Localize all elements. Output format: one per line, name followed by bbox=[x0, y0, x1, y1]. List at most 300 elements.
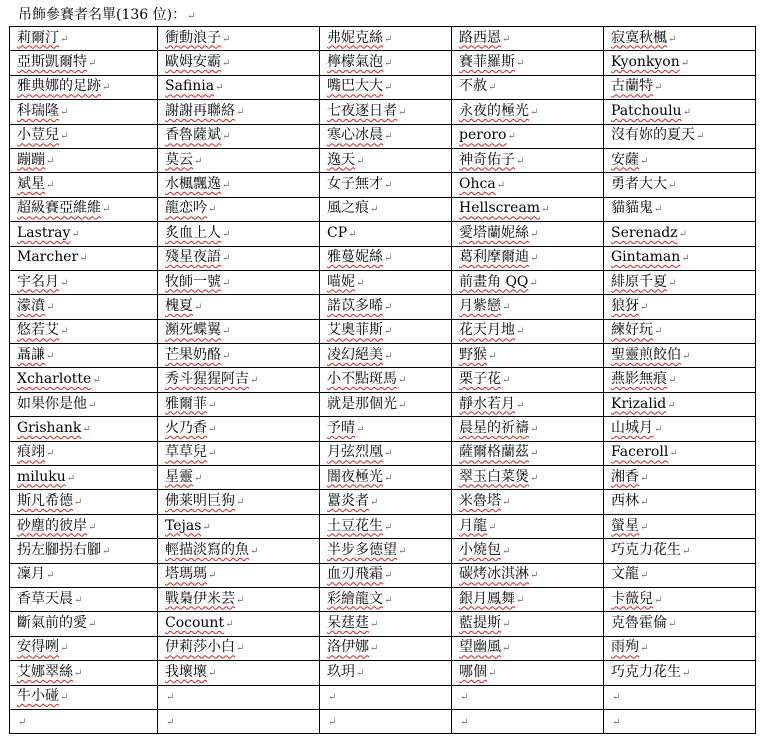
table-cell[interactable] bbox=[320, 466, 452, 490]
table-cell[interactable] bbox=[158, 709, 320, 733]
table-cell[interactable] bbox=[320, 246, 452, 270]
table-cell[interactable] bbox=[320, 270, 452, 294]
table-cell[interactable] bbox=[10, 612, 158, 636]
participant-name: 葛利摩爾迪 bbox=[459, 249, 529, 266]
table-cell[interactable] bbox=[604, 539, 756, 563]
cell-end-mark-icon: ↵ bbox=[654, 82, 663, 94]
table-cell[interactable] bbox=[320, 392, 452, 416]
cell-end-mark-icon: ↵ bbox=[60, 106, 69, 118]
participant-name: peroro bbox=[459, 127, 507, 144]
cell-end-mark-icon: ↵ bbox=[654, 594, 663, 606]
table-cell[interactable] bbox=[158, 124, 320, 148]
table-cell[interactable] bbox=[604, 295, 756, 319]
table-cell[interactable] bbox=[158, 392, 320, 416]
participant-name: 我壞壞 bbox=[165, 663, 207, 680]
table-cell[interactable] bbox=[10, 270, 158, 294]
table-cell[interactable] bbox=[10, 148, 158, 172]
table-cell[interactable] bbox=[452, 563, 604, 587]
table-cell[interactable] bbox=[452, 661, 604, 685]
participant-name: 燕影無痕 bbox=[611, 371, 667, 388]
table-cell[interactable] bbox=[452, 685, 604, 709]
table-cell[interactable] bbox=[320, 490, 452, 514]
table-cell[interactable] bbox=[604, 197, 756, 221]
cell-end-mark-icon: ↵ bbox=[60, 643, 69, 655]
table-cell[interactable] bbox=[10, 661, 158, 685]
cell-end-mark-icon: ↵ bbox=[328, 716, 337, 728]
table-cell[interactable] bbox=[452, 124, 604, 148]
cell-end-mark-icon: ↵ bbox=[516, 58, 525, 70]
cell-end-mark-icon: ↵ bbox=[222, 277, 231, 289]
table-cell[interactable] bbox=[158, 344, 320, 368]
participant-name: 洛伊娜 bbox=[327, 639, 369, 656]
table-cell[interactable] bbox=[452, 75, 604, 99]
participant-name: 翠玉白菜煲 bbox=[459, 468, 529, 485]
table-cell[interactable] bbox=[10, 222, 158, 246]
cell-end-mark-icon: ↵ bbox=[682, 350, 691, 362]
table-cell[interactable] bbox=[158, 51, 320, 75]
participant-name: Gintaman bbox=[611, 249, 681, 266]
cell-end-mark-icon: ↵ bbox=[530, 423, 539, 435]
cell-end-mark-icon: ↵ bbox=[194, 155, 203, 167]
cell-end-mark-icon: ↵ bbox=[215, 82, 224, 94]
participant-name: 永夜的極光 bbox=[459, 102, 529, 119]
participant-name: 香草天晨 bbox=[17, 590, 73, 607]
table-cell[interactable] bbox=[320, 222, 452, 246]
participant-name: 超級賽亞維維 bbox=[17, 200, 101, 217]
table-cell[interactable] bbox=[604, 75, 756, 99]
table-cell[interactable] bbox=[10, 587, 158, 611]
table-cell[interactable] bbox=[320, 368, 452, 392]
cell-end-mark-icon: ↵ bbox=[384, 350, 393, 362]
table-cell[interactable] bbox=[452, 344, 604, 368]
table-cell[interactable] bbox=[158, 539, 320, 563]
cell-end-mark-icon: ↵ bbox=[384, 301, 393, 313]
table-cell[interactable] bbox=[10, 173, 158, 197]
participant-name: 炙血上人 bbox=[165, 224, 221, 241]
cell-end-mark-icon: ↵ bbox=[516, 594, 525, 606]
participant-name: 螢星 bbox=[611, 517, 639, 534]
participant-name: 小燒包 bbox=[459, 541, 501, 558]
participant-name: 草草兒 bbox=[165, 444, 207, 461]
cell-end-mark-icon: ↵ bbox=[640, 497, 649, 509]
table-cell[interactable] bbox=[158, 222, 320, 246]
table-row bbox=[10, 295, 756, 319]
table-cell[interactable] bbox=[604, 319, 756, 343]
participant-name: 諾苡多晞 bbox=[327, 297, 383, 314]
table-cell[interactable] bbox=[10, 685, 158, 709]
participant-name: 龍恋吟 bbox=[165, 200, 207, 217]
table-row bbox=[10, 661, 756, 685]
participant-name: 逸天 bbox=[327, 151, 355, 168]
participant-name: 水楓飄逸 bbox=[165, 176, 221, 193]
participant-name: 血刃飛霜 bbox=[327, 566, 383, 583]
table-cell[interactable] bbox=[10, 466, 158, 490]
table-cell[interactable] bbox=[452, 514, 604, 538]
table-cell[interactable] bbox=[158, 563, 320, 587]
table-cell[interactable] bbox=[158, 417, 320, 441]
cell-end-mark-icon: ↵ bbox=[60, 692, 69, 704]
cell-end-mark-icon: ↵ bbox=[640, 301, 649, 313]
table-cell[interactable] bbox=[452, 27, 604, 51]
cell-end-mark-icon: ↵ bbox=[370, 497, 379, 509]
table-cell[interactable] bbox=[604, 685, 756, 709]
table-cell[interactable] bbox=[452, 612, 604, 636]
table-cell[interactable] bbox=[452, 709, 604, 733]
table-cell[interactable] bbox=[10, 563, 158, 587]
participant-name: Faceroll bbox=[611, 444, 669, 461]
table-cell[interactable] bbox=[452, 197, 604, 221]
cell-end-mark-icon: ↵ bbox=[530, 253, 539, 265]
table-cell[interactable] bbox=[320, 563, 452, 587]
table-cell[interactable] bbox=[604, 51, 756, 75]
table-cell[interactable] bbox=[158, 27, 320, 51]
table-cell[interactable] bbox=[158, 490, 320, 514]
table-cell[interactable] bbox=[158, 466, 320, 490]
cell-end-mark-icon: ↵ bbox=[250, 545, 259, 557]
table-cell[interactable] bbox=[452, 319, 604, 343]
table-cell[interactable] bbox=[604, 270, 756, 294]
table-cell[interactable] bbox=[452, 587, 604, 611]
cell-end-mark-icon: ↵ bbox=[236, 497, 245, 509]
cell-end-mark-icon: ↵ bbox=[222, 131, 231, 143]
participant-name: 雅蔓妮絲 bbox=[327, 249, 383, 266]
table-cell[interactable] bbox=[320, 173, 452, 197]
table-cell[interactable] bbox=[604, 100, 756, 124]
document-title: 吊飾參賽者名單(136 位)： bbox=[18, 7, 187, 23]
participant-name: 伊莉莎小白 bbox=[165, 639, 235, 656]
participant-name: 月紫戀 bbox=[459, 297, 501, 314]
cell-end-mark-icon: ↵ bbox=[46, 350, 55, 362]
table-cell[interactable] bbox=[10, 344, 158, 368]
table-cell[interactable] bbox=[452, 636, 604, 660]
cell-end-mark-icon: ↵ bbox=[488, 350, 497, 362]
cell-end-mark-icon: ↵ bbox=[222, 350, 231, 362]
cell-end-mark-icon: ↵ bbox=[654, 204, 663, 216]
table-cell[interactable] bbox=[320, 612, 452, 636]
table-cell[interactable] bbox=[604, 466, 756, 490]
cell-end-mark-icon: ↵ bbox=[208, 423, 217, 435]
table-cell[interactable] bbox=[320, 75, 452, 99]
participant-name: 彩繪龍文 bbox=[327, 590, 383, 607]
participant-name: 靜水若月 bbox=[459, 395, 515, 412]
table-cell[interactable] bbox=[604, 124, 756, 148]
cell-end-mark-icon: ↵ bbox=[46, 570, 55, 582]
table-row bbox=[10, 319, 756, 343]
table-cell[interactable] bbox=[158, 587, 320, 611]
participant-name: 藍提斯 bbox=[459, 615, 501, 632]
table-cell[interactable] bbox=[320, 51, 452, 75]
table-cell[interactable] bbox=[10, 490, 158, 514]
table-cell[interactable] bbox=[604, 173, 756, 197]
table-cell[interactable] bbox=[158, 173, 320, 197]
participant-name: 宇名月 bbox=[17, 273, 59, 290]
table-cell[interactable] bbox=[452, 490, 604, 514]
table-cell[interactable] bbox=[320, 319, 452, 343]
table-cell[interactable] bbox=[10, 319, 158, 343]
cell-end-mark-icon: ↵ bbox=[236, 643, 245, 655]
cell-end-mark-icon: ↵ bbox=[530, 472, 539, 484]
table-cell[interactable] bbox=[604, 661, 756, 685]
table-cell[interactable] bbox=[10, 636, 158, 660]
table-cell[interactable] bbox=[158, 75, 320, 99]
cell-end-mark-icon: ↵ bbox=[222, 58, 231, 70]
participant-name: 弗妮克絲 bbox=[327, 29, 383, 46]
table-cell[interactable] bbox=[320, 709, 452, 733]
table-cell[interactable] bbox=[158, 319, 320, 343]
participant-name: 勇者大大 bbox=[611, 176, 667, 193]
table-row bbox=[10, 685, 756, 709]
table-cell[interactable] bbox=[320, 124, 452, 148]
table-cell[interactable] bbox=[452, 441, 604, 465]
participant-name: 狼犽 bbox=[611, 297, 639, 314]
participant-name: Serenadz bbox=[611, 224, 678, 241]
participant-name: 如果你是他 bbox=[17, 395, 87, 412]
cell-end-mark-icon: ↵ bbox=[612, 692, 621, 704]
table-cell[interactable] bbox=[604, 441, 756, 465]
cell-end-mark-icon: ↵ bbox=[640, 155, 649, 167]
cell-end-mark-icon: ↵ bbox=[496, 180, 506, 192]
table-cell[interactable] bbox=[604, 148, 756, 172]
table-cell[interactable] bbox=[320, 197, 452, 221]
table-cell[interactable] bbox=[320, 148, 452, 172]
participant-name: 斌星 bbox=[17, 176, 45, 193]
table-row bbox=[10, 222, 756, 246]
participant-name: 凜月 bbox=[17, 566, 45, 583]
participant-name: 文龍 bbox=[611, 566, 639, 583]
table-cell[interactable] bbox=[10, 539, 158, 563]
table-cell[interactable] bbox=[320, 100, 452, 124]
cell-end-mark-icon: ↵ bbox=[460, 692, 469, 704]
table-row bbox=[10, 417, 756, 441]
participant-name: 西林 bbox=[611, 493, 639, 510]
table-cell[interactable] bbox=[604, 563, 756, 587]
table-cell[interactable] bbox=[452, 270, 604, 294]
participant-name: 碳烤冰淇淋 bbox=[459, 566, 529, 583]
table-cell[interactable] bbox=[158, 100, 320, 124]
table-cell[interactable] bbox=[320, 441, 452, 465]
cell-end-mark-icon: ↵ bbox=[356, 423, 365, 435]
table-cell[interactable] bbox=[452, 173, 604, 197]
cell-end-mark-icon: ↵ bbox=[384, 326, 393, 338]
cell-end-mark-icon: ↵ bbox=[678, 228, 687, 240]
participant-name: 予晴 bbox=[327, 419, 355, 436]
table-cell[interactable] bbox=[320, 514, 452, 538]
table-cell[interactable] bbox=[10, 100, 158, 124]
participant-name: 雅典娜的足跡 bbox=[17, 78, 101, 95]
cell-end-mark-icon: ↵ bbox=[46, 448, 55, 460]
document-title-paragraph[interactable] bbox=[18, 5, 196, 25]
table-cell[interactable] bbox=[604, 246, 756, 270]
participant-name: 檸檬氣泡 bbox=[327, 54, 383, 71]
table-cell[interactable] bbox=[604, 514, 756, 538]
table-cell[interactable] bbox=[158, 368, 320, 392]
participant-name: Kyonkyon bbox=[611, 54, 680, 71]
cell-end-mark-icon: ↵ bbox=[384, 58, 393, 70]
table-cell[interactable] bbox=[452, 368, 604, 392]
participant-name: 槐夏 bbox=[165, 297, 193, 314]
table-cell[interactable] bbox=[604, 368, 756, 392]
participant-name: 銀月鳳舞 bbox=[459, 590, 515, 607]
cell-end-mark-icon: ↵ bbox=[194, 301, 203, 313]
table-cell[interactable] bbox=[320, 587, 452, 611]
table-cell[interactable] bbox=[452, 392, 604, 416]
participant-table-body bbox=[10, 27, 756, 734]
participant-name: 巧克力花生 bbox=[611, 663, 681, 680]
table-cell[interactable] bbox=[604, 417, 756, 441]
table-cell[interactable] bbox=[158, 514, 320, 538]
table-cell[interactable] bbox=[320, 417, 452, 441]
table-row bbox=[10, 392, 756, 416]
table-row bbox=[10, 514, 756, 538]
table-cell[interactable] bbox=[158, 612, 320, 636]
table-cell[interactable] bbox=[604, 490, 756, 514]
participant-name: 火乃香 bbox=[165, 419, 207, 436]
table-row bbox=[10, 636, 756, 660]
cell-end-mark-icon: ↵ bbox=[60, 131, 69, 143]
cell-end-mark-icon: ↵ bbox=[102, 545, 111, 557]
table-cell[interactable] bbox=[10, 368, 158, 392]
table-row bbox=[10, 27, 756, 51]
participant-name: 就是那個光 bbox=[327, 395, 397, 412]
participant-name: 賽菲羅斯 bbox=[459, 54, 515, 71]
participant-name: 香魯薩斌 bbox=[165, 127, 221, 144]
participant-name: 亞斯凱爾特 bbox=[17, 54, 87, 71]
cell-end-mark-icon: ↵ bbox=[370, 643, 379, 655]
table-cell[interactable] bbox=[452, 222, 604, 246]
cell-end-mark-icon: ↵ bbox=[668, 375, 677, 387]
participant-name: 神奇佑子 bbox=[459, 151, 515, 168]
participant-name: Marcher bbox=[17, 249, 79, 266]
cell-end-mark-icon: ↵ bbox=[384, 594, 393, 606]
table-cell[interactable] bbox=[10, 27, 158, 51]
table-cell[interactable] bbox=[10, 514, 158, 538]
table-cell[interactable] bbox=[604, 709, 756, 733]
participant-name: 艾娜翠絲 bbox=[17, 663, 73, 680]
table-cell[interactable] bbox=[452, 246, 604, 270]
participant-name: 喵妮 bbox=[327, 273, 355, 290]
table-cell[interactable] bbox=[158, 661, 320, 685]
table-cell[interactable] bbox=[158, 197, 320, 221]
table-cell[interactable] bbox=[10, 392, 158, 416]
table-cell[interactable] bbox=[604, 587, 756, 611]
cell-end-mark-icon: ↵ bbox=[208, 399, 217, 411]
table-cell[interactable] bbox=[452, 51, 604, 75]
table-cell[interactable] bbox=[158, 441, 320, 465]
participant-name: 斯凡希德 bbox=[17, 493, 73, 510]
table-cell[interactable] bbox=[10, 441, 158, 465]
table-cell[interactable] bbox=[604, 392, 756, 416]
participant-name: 愛塔蘭妮絲 bbox=[459, 224, 529, 241]
cell-end-mark-icon: ↵ bbox=[680, 58, 690, 70]
table-cell[interactable] bbox=[320, 539, 452, 563]
cell-end-mark-icon: ↵ bbox=[460, 716, 469, 728]
table-row bbox=[10, 100, 756, 124]
participant-name: 呆莛莛 bbox=[327, 615, 369, 632]
participant-name: 殘星夜語 bbox=[165, 249, 221, 266]
table-cell[interactable] bbox=[452, 148, 604, 172]
table-cell[interactable] bbox=[320, 636, 452, 660]
cell-end-mark-icon: ↵ bbox=[682, 667, 691, 679]
participant-name: 嘴巴大大 bbox=[327, 78, 383, 95]
table-row bbox=[10, 563, 756, 587]
participant-name: 晨星的祈禱 bbox=[459, 419, 529, 436]
table-cell[interactable] bbox=[452, 539, 604, 563]
table-cell[interactable] bbox=[320, 27, 452, 51]
cell-end-mark-icon: ↵ bbox=[74, 594, 83, 606]
table-cell[interactable] bbox=[320, 685, 452, 709]
participant-name: 克魯霍倫 bbox=[611, 615, 667, 632]
table-cell[interactable] bbox=[452, 466, 604, 490]
cell-end-mark-icon: ↵ bbox=[66, 472, 76, 484]
participant-name: 寒心冰晨 bbox=[327, 127, 383, 144]
table-cell[interactable] bbox=[10, 75, 158, 99]
participant-name: 小荳兒 bbox=[17, 127, 59, 144]
cell-end-mark-icon: ↵ bbox=[356, 667, 365, 679]
cell-end-mark-icon: ↵ bbox=[60, 277, 69, 289]
cell-end-mark-icon: ↵ bbox=[681, 253, 690, 265]
cell-end-mark-icon: ↵ bbox=[669, 448, 678, 460]
cell-end-mark-icon: ↵ bbox=[530, 228, 539, 240]
table-cell[interactable] bbox=[158, 636, 320, 660]
table-cell[interactable] bbox=[10, 51, 158, 75]
table-cell[interactable] bbox=[10, 124, 158, 148]
participant-name: 拐左腳拐右腳 bbox=[17, 541, 101, 558]
cell-end-mark-icon: ↵ bbox=[640, 472, 649, 484]
participant-name: Xcharlotte bbox=[17, 371, 92, 388]
table-cell[interactable] bbox=[10, 295, 158, 319]
participant-name: 望幽風 bbox=[459, 639, 501, 656]
participant-name: 佛莱明巨狗 bbox=[165, 493, 235, 510]
cell-end-mark-icon: ↵ bbox=[668, 619, 677, 631]
table-cell[interactable] bbox=[158, 295, 320, 319]
table-cell[interactable] bbox=[10, 197, 158, 221]
table-cell[interactable] bbox=[604, 344, 756, 368]
cell-end-mark-icon: ↵ bbox=[530, 106, 539, 118]
table-cell[interactable] bbox=[452, 295, 604, 319]
table-cell[interactable] bbox=[10, 246, 158, 270]
participant-name: 不赦 bbox=[459, 78, 487, 95]
table-cell[interactable] bbox=[604, 636, 756, 660]
cell-end-mark-icon: ↵ bbox=[682, 106, 691, 118]
cell-end-mark-icon: ↵ bbox=[384, 82, 393, 94]
cell-end-mark-icon: ↵ bbox=[529, 277, 538, 289]
participant-name: Safinia bbox=[165, 78, 215, 95]
participant-name: 月弦烈凰 bbox=[327, 444, 383, 461]
table-cell[interactable] bbox=[452, 417, 604, 441]
table-cell[interactable] bbox=[320, 344, 452, 368]
cell-end-mark-icon: ↵ bbox=[668, 180, 677, 192]
table-cell[interactable] bbox=[320, 661, 452, 685]
table-cell[interactable] bbox=[158, 685, 320, 709]
participant-name: 濛濆 bbox=[17, 297, 45, 314]
cell-end-mark-icon: ↵ bbox=[384, 253, 393, 265]
table-cell[interactable] bbox=[320, 295, 452, 319]
table-cell[interactable] bbox=[604, 27, 756, 51]
participant-name: Ohca bbox=[459, 176, 496, 193]
table-cell[interactable] bbox=[604, 612, 756, 636]
participant-name: 艾奧菲斯 bbox=[327, 322, 383, 339]
table-cell[interactable] bbox=[452, 100, 604, 124]
table-cell[interactable] bbox=[158, 246, 320, 270]
table-cell[interactable] bbox=[10, 709, 158, 733]
cell-end-mark-icon: ↵ bbox=[668, 277, 677, 289]
cell-end-mark-icon: ↵ bbox=[166, 692, 175, 704]
table-cell[interactable] bbox=[604, 222, 756, 246]
cell-end-mark-icon: ↵ bbox=[682, 545, 691, 557]
table-cell[interactable] bbox=[158, 148, 320, 172]
table-cell[interactable] bbox=[158, 270, 320, 294]
table-cell[interactable] bbox=[10, 417, 158, 441]
